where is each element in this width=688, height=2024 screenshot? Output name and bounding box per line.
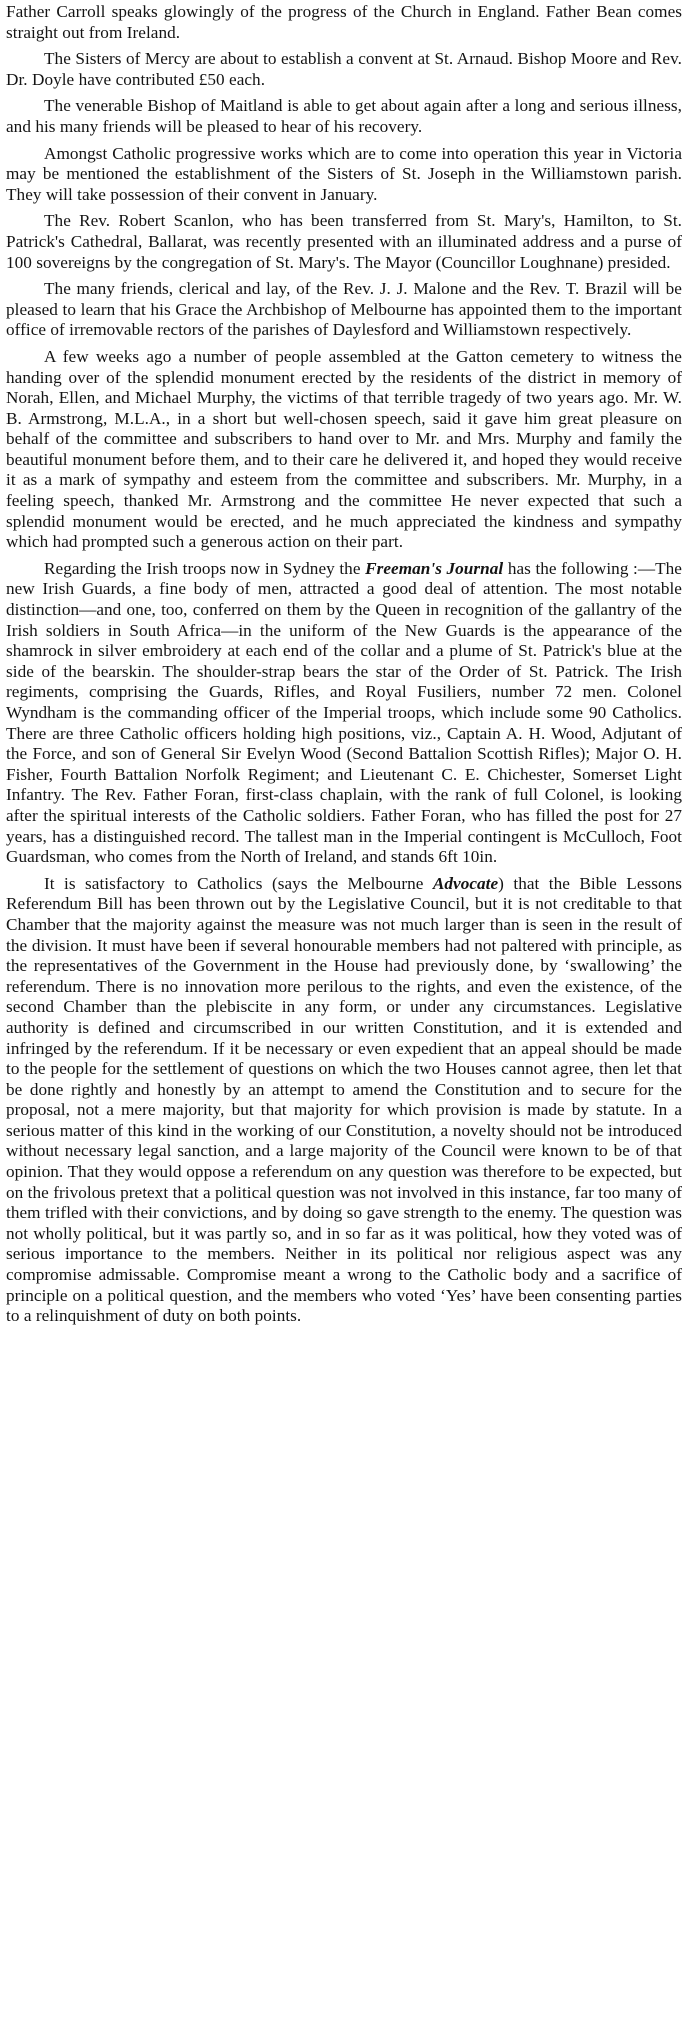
paragraph-referendum-bill: [6, 874, 682, 1327]
publication-title: Freeman's Journal: [365, 558, 504, 578]
paragraph-bishop-of-maitland: [6, 96, 682, 137]
paragraph-irremovable-rectors: [6, 279, 682, 341]
paragraph-text: has the following :—The new Irish Guards, a fine body of men, attracted a good deal of attention. The most notable distinction—and one, too, conferred on them by the Queen in recognition of the gallantry of the Irish soldiers in South Africa—in the uniform of the New Guards is the appearance of the shamrock in silver embroidery at each end of the collar and a plume of St. Patrick's blue at the side of the bearskin. The shoulder-strap bears the star of the Order of St. Patrick. The Irish regiments, comprising the Guards, Rifles, and Royal Fusiliers, number 72 men. Colonel Wyndham is the commanding officer of the Imperial troops, which include some 90 Catholics. There are three Catholic officers holding high positions, viz., Captain A. H. Wood, Adjutant of the Force, and son of General Sir Evelyn Wood (Second Battalion Scottish Rifles); Major O. H. Fisher, Fourth Battalion Norfolk Regiment; and Lieutenant C. E. Chichester, Somerset Light Infantry. The Rev. Father Foran, first-class chaplain, with the rank of full Colonel, is looking after the spiritual interests of the Catholic soldiers. Father Foran, who has filled the post for 27 years, has a distinguished record. The tallest man in the Imperial contingent is McCulloch, Foot Guardsman, who comes from the North of Ireland, and stands 6ft 10in.: [6, 558, 682, 867]
paragraph-irish-troops: [6, 559, 682, 868]
paragraph-sisters-of-mercy: [6, 49, 682, 90]
paragraph-progressive-works: [6, 144, 682, 206]
paragraph-text: The Rev. Robert Scanlon, who has been transferred from St. Mary's, Hamilton, to St. Patrick's Cathedral, Ballarat, was recently presented with an illuminated address and a purse of 100 sovereigns by the congregation of St. Mary's. The Mayor (Councillor Loughnane) presided.: [6, 211, 682, 272]
paragraph-text: Father Carroll speaks glowingly of the progress of the Church in England. Father Bean comes straight out from Ireland.: [6, 2, 682, 42]
paragraph-text: Amongst Catholic progressive works which are to come into operation this year in Victoria may be mentioned the establishment of the Sisters of St. Joseph in the Williamstown parish. They will take possession of their convent in January.: [6, 143, 682, 204]
paragraph-text: The many friends, clerical and lay, of the Rev. J. J. Malone and the Rev. T. Brazil will be pleased to learn that his Grace the Archbishop of Melbourne has appointed them to the important office of irremovable rectors of the parishes of Daylesford and Williamstown respectively.: [6, 279, 682, 340]
paragraph-father-carroll: [6, 2, 682, 43]
paragraph-text: The venerable Bishop of Maitland is able to get about again after a long and serious illness, and his many friends will be pleased to hear of his recovery.: [6, 96, 682, 136]
paragraph-text: A few weeks ago a number of people assembled at the Gatton cemetery to witness the handing over of the splendid monument erected by the residents of the district in memory of Norah, Ellen, and Michael Murphy, the victims of that terrible tragedy of two years ago. Mr. W. B. Armstrong, M.L.A., in a short but well-chosen speech, said it gave him great pleasure on behalf of the committee and subscribers to hand over to Mr. and Mrs. Murphy and family the beautiful monument before them, and to their care he delivered it, and hoped they would receive it as a mark of sympathy and esteem from the committee and subscribers. Mr. Murphy, in a feeling speech, thanked Mr. Armstrong and the committee He never expected that such a splendid monument would be erected, and he much appreciated the kindness and sympathy which had prompted such a generous action on their part.: [6, 346, 682, 552]
paragraph-text: It is satisfactory to Catholics (says the Melbourne: [44, 873, 433, 893]
paragraph-text: The Sisters of Mercy are about to establish a convent at St. Arnaud. Bishop Moore and Rev. Dr. Doyle have contributed £50 each.: [6, 49, 682, 89]
paragraph-gatton-monument: [6, 347, 682, 553]
article-column: [6, 2, 682, 1333]
publication-title: Advocate: [432, 873, 499, 893]
paragraph-text: ) that the Bible Lessons Referendum Bill has been thrown out by the Legislative Council, but it is not creditable to that Chamber that the majority against the measure was not much larger than is seen in the result of the division. It must have been if several honourable members had not paltered with principle, as the representatives of the Government in the House had previously done, by ‘swallowing’ the referendum. There is no innovation more perilous to the rights, and even the existence, of the second Chamber than the plebiscite in any form, or under any circumstances. Legislative authority is defined and circumscribed in our written Constitution, and it is extended and infringed by the referendum. If it be necessary or even expedient that an appeal should be made to the people for the settlement of questions on which the two Houses cannot agree, then let that be done rightly and honestly by an attempt to amend the Constitution and to secure for the proposal, not a mere majority, but that majority for which provision is made by statute. In a serious matter of this kind in the working of our Constitution, a novelty should not be introduced without necessary legal sanction, and a large majority of the Council were known to be of that opinion. That they would oppose a referendum on any question was therefore to be expected, but on the frivolous pretext that a political question was not involved in this instance, far too many of them trifled with their convictions, and by doing so gave strength to the enemy. The question was not wholly political, but it was partly so, and in so far as it was political, how they voted was of serious importance to the members. Neither in its political nor religious aspect was any compromise admissable. Compromise meant a wrong to the Catholic body and a sacrifice of principle on a political question, and the members who voted ‘Yes’ have been consenting parties to a relinquishment of duty on both points.: [6, 873, 683, 1326]
paragraph-rev-robert-scanlon: [6, 211, 682, 273]
paragraph-text: Regarding the Irish troops now in Sydney the: [44, 558, 366, 578]
